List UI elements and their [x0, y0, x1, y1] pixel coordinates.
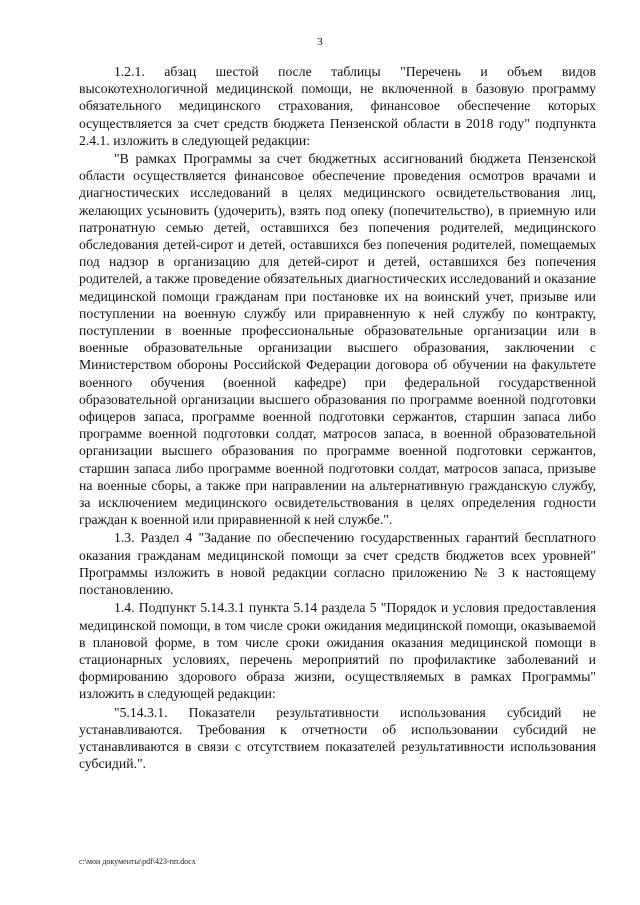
paragraph-1-3: 1.3. Раздел 4 "Задание по обеспечению государственных гарантий бесплатного оказания гражданам медицинской помощи за счет средств бюджетов всех уровней" Программы изложить в новой редакции согласно приложению № 3 к настоящему постановлению. — [79, 530, 596, 598]
paragraph-1-4: 1.4. Подпункт 5.14.3.1 пункта 5.14 раздела 5 "Порядок и условия предоставления медицинской помощи, в том числе сроки ожидания медицинской помощи, оказываемой в плановой форме, в том числе сроки ожидания оказания медицинской помощи в стационарных условиях, перечень мероприятий по профилактике заболеваний и формированию здорового образа жизни, осуществляемых в рамках Программы" изложить в следующей редакции: — [79, 600, 596, 702]
document-body — [79, 63, 596, 772]
paragraph-1-2-1: 1.2.1. абзац шестой после таблицы "Перечень и объем видов высокотехнологичной медицинской помощи, не включенной в базовую программу обязательного медицинского страхования, финансовое обеспечение которых осуществляется за счет средств бюджета Пензенской области в 2018 году" подпункта 2.4.1. изложить в следующей редакции: — [79, 64, 596, 148]
page-number: 3 — [317, 36, 323, 48]
footer-file-path: c:\мои документы\pdf\423-пп.docx — [79, 857, 196, 866]
paragraph-quoted-program-text: "В рамках Программы за счет бюджетных ассигнований бюджета Пензенской области осуществляется финансовое обеспечение проведения осмотров врачами и диагностических исследований в целях медицинского освидетельствования лиц, желающих усыновить (удочерить), взять под опеку (попечительство), в приемную или патронатную семью детей, оставшихся без попечения родителей, медицинского обследования детей-сирот и детей, оставшихся без попечения родителей, помещаемых под надзор в организацию для детей-сирот и детей, оставшихся без попечения родителей, а также проведение обязательных диагностических исследований и оказание медицинской помощи гражданам при постановке их на воинский учет, призыве или поступлении на военную службу или приравненную к ней службу по контракту, поступлении в военные профессиональные образовательные организации или в военные образовательные организации высшего образования, заключении с Министерством обороны Российской Федерации договора об обучении на факультете военного обучения (военной кафедре) при федеральной государственной образовательной организации высшего образования по программе военной подготовки офицеров запаса, программе военной подготовки сержантов, старшин запаса либо программе военной подготовки солдат, матросов запаса, в военной образовательной организации высшего образования по программе военной подготовки сержантов, старшин запаса либо программе военной подготовки солдат, матросов запаса, призыве на военные сборы, а также при направлении на альтернативную гражданскую службу, за исключением медицинского освидетельствования в целях определения годности граждан к военной или приравненной к ней службе.". — [79, 151, 596, 528]
paragraph-5-14-3-1: "5.14.3.1. Показатели результативности использования субсидий не устанавливаются. Требования к отчетности об использовании субсидий не устанавливаются в связи с отсутствием показателей результативности использования субсидий.". — [79, 704, 596, 772]
